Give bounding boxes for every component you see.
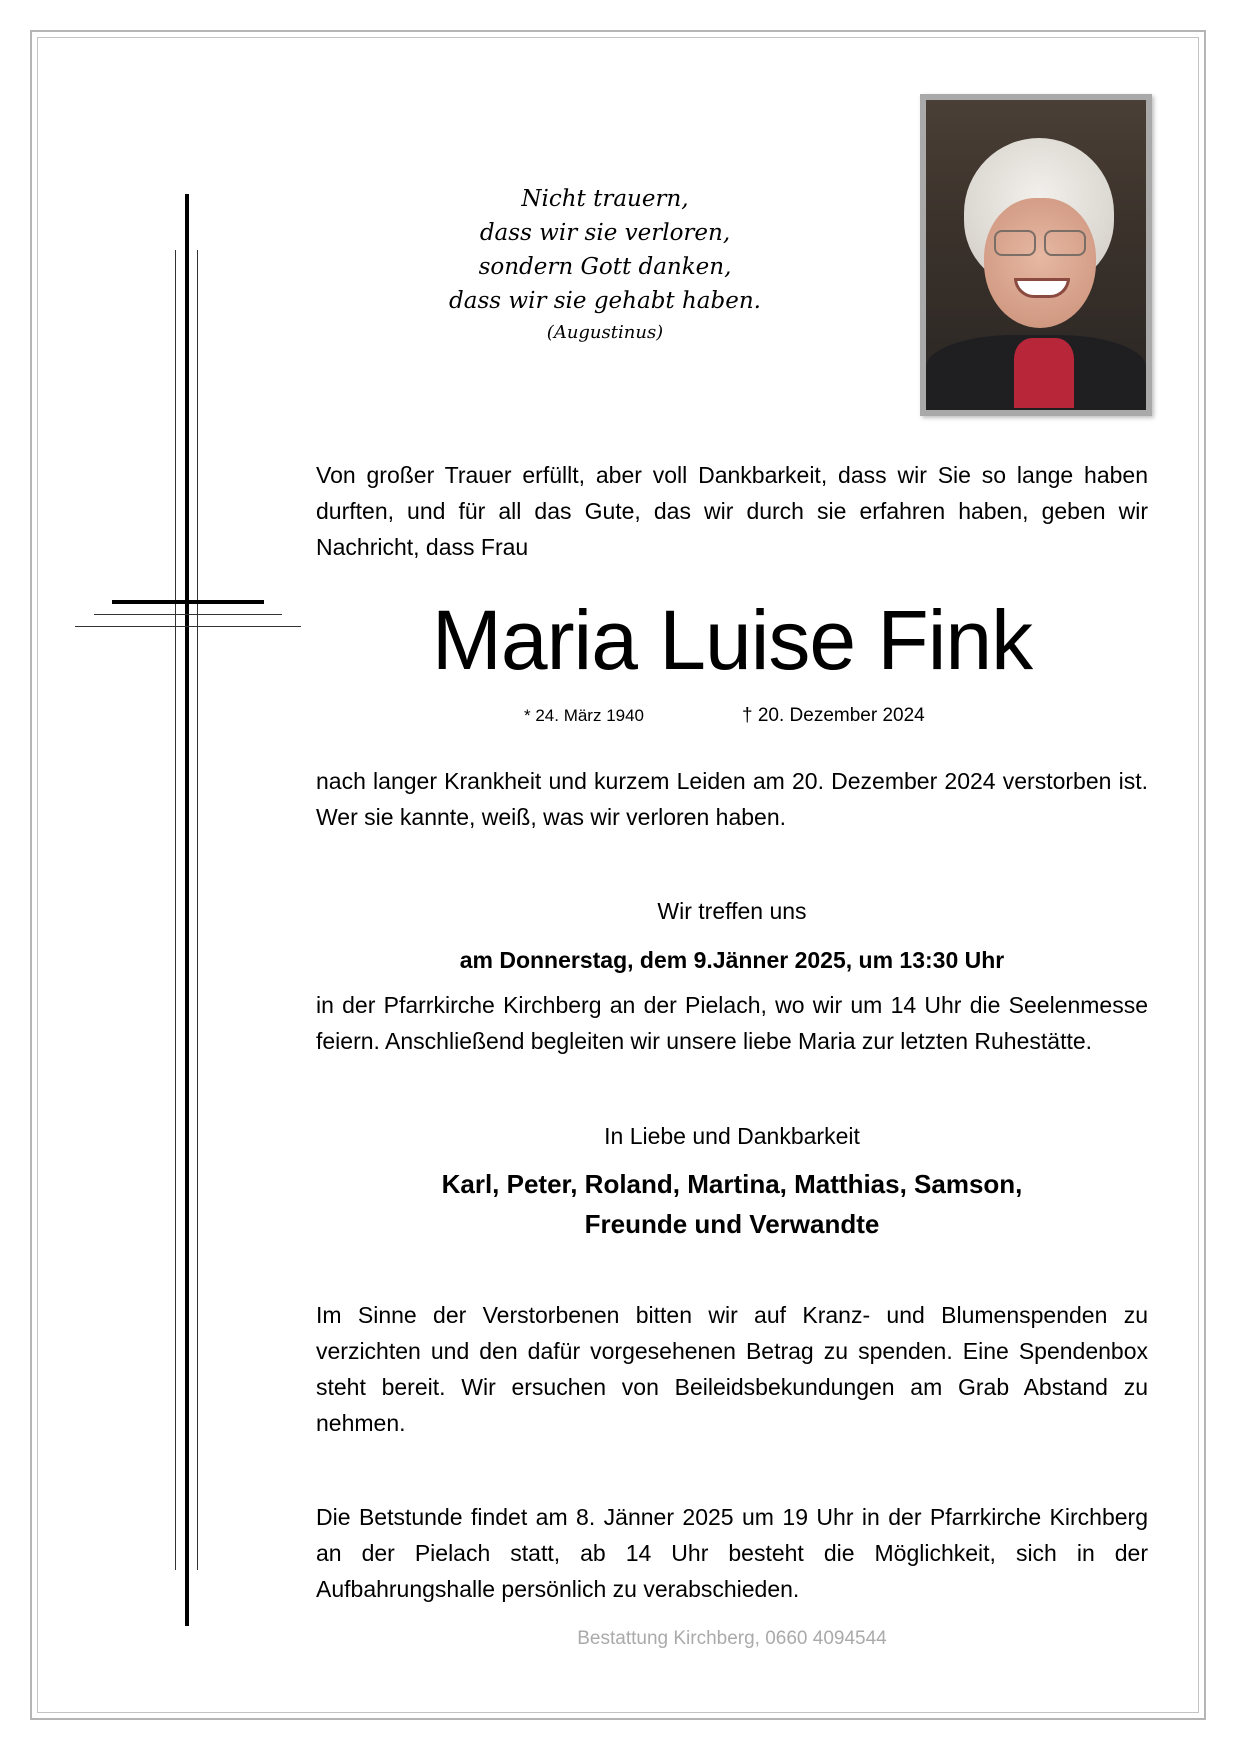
portrait-photo [920,94,1152,416]
mourners-names [316,1164,1148,1244]
quote-line: dass wir sie gehabt haben. [449,288,761,314]
portrait-image [926,100,1146,410]
mourners-line-2: Freunde und Verwandte [584,1209,880,1239]
prayer-paragraph: Die Betstunde findet am 8. Jänner 2025 um 19 Uhr in der Pfarrkirche Kirchberg an der Pielach statt, ab 14 Uhr besteht die Möglichkeit, sich in der Aufbahrungshalle persönlich zu verabschieden. [316,1504,1148,1602]
deceased-name: Maria Luise Fink [431,593,1033,687]
death-paragraph: nach langer Krankheit und kurzem Leiden am 20. Dezember 2024 verstorben ist. Wer sie kannte, weiß, was wir verloren haben. [316,768,1148,830]
cross-vertical-thin-right [197,250,198,1570]
quote-line: sondern Gott danken, [478,254,732,280]
birth-date: * 24. März 1940 [524,706,645,725]
cross-vertical-bar [185,194,189,1626]
portrait-glasses-right [1044,230,1086,256]
death-date: † 20. Dezember 2024 [742,705,925,726]
quote-line: dass wir sie verloren, [479,220,731,246]
cross-vertical-thin-left [175,250,176,1570]
quote-line: Nicht trauern, [521,186,689,212]
portrait-glasses-left [994,230,1036,256]
mourners-line-1: Karl, Peter, Roland, Martina, Matthias, Samson, [441,1169,1023,1199]
quote-author: (Augustinus) [546,322,664,343]
meeting-intro: Wir treffen uns [657,898,807,924]
mourners-intro: In Liebe und Dankbarkeit [604,1123,860,1149]
memorial-quote [380,182,830,348]
portrait-shirt [1014,338,1074,408]
cross-horizontal-thin-2 [75,626,301,627]
cross-horizontal-thin-1 [94,614,282,615]
meeting-date: am Donnerstag, dem 9.Jänner 2025, um 13:30 Uhr [459,947,1005,973]
intro-paragraph: Von großer Trauer erfüllt, aber voll Dankbarkeit, dass wir Sie so lange haben durften, und für all das Gute, das wir durch sie erfahren haben, geben wir Nachricht, dass Frau [316,462,1148,560]
funeral-home-footer: Bestattung Kirchberg, 0660 4094544 [577,1628,887,1649]
donation-paragraph: Im Sinne der Verstorbenen bitten wir auf Kranz- und Blumenspenden zu verzichten und den dafür vorgesehenen Betrag zu spenden. Eine Spendenbox steht bereit. Wir ersuchen von Beileidsbekundungen am Grab Abstand zu nehmen. [316,1302,1148,1436]
portrait-face [984,198,1096,328]
cross-horizontal-bar [112,600,264,604]
meeting-details: in der Pfarrkirche Kirchberg an der Pielach, wo wir um 14 Uhr die Seelenmesse feiern. Anschließend begleiten wir unsere liebe Maria zur letzten Ruhestätte. [316,992,1148,1054]
